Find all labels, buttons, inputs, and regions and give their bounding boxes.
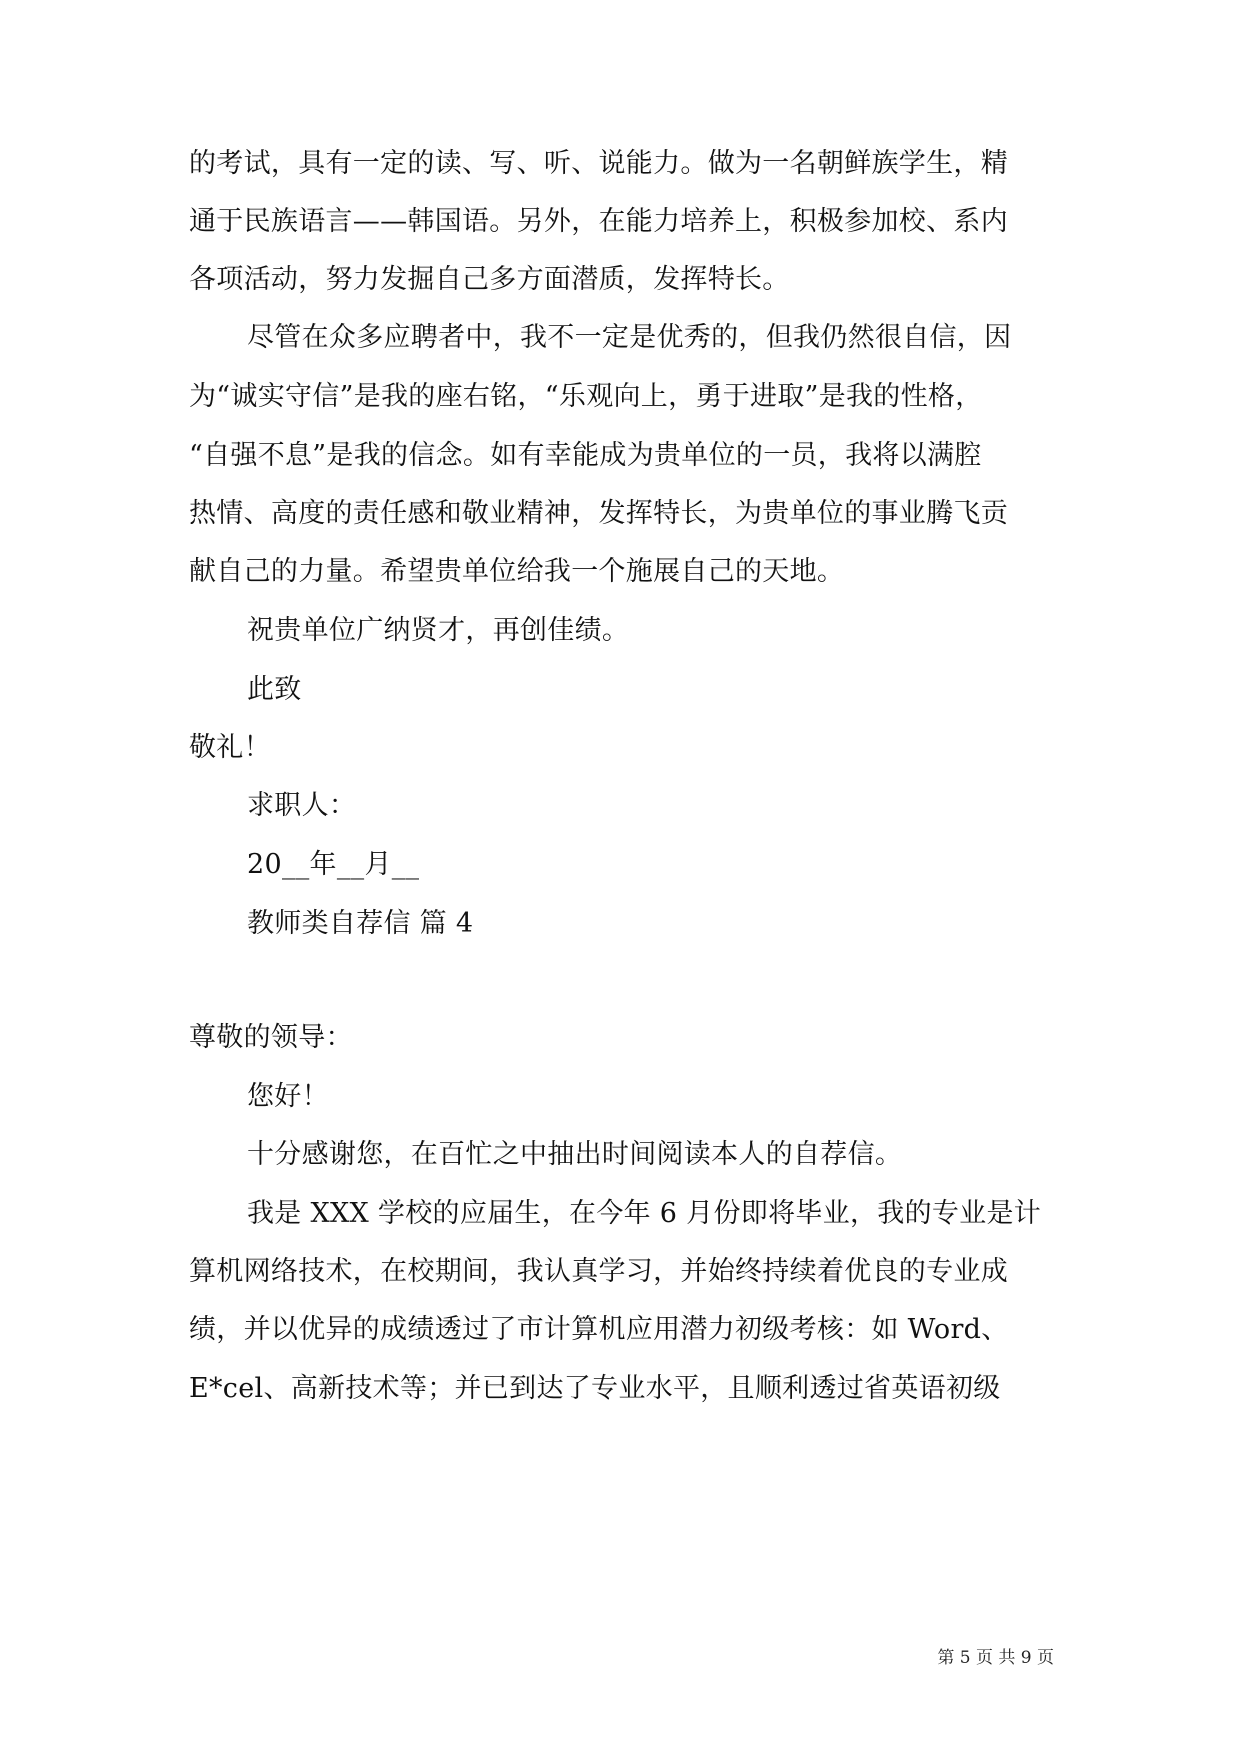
page-number: 第 5 页 共 9 页 [937,1648,1054,1668]
greeting: 您好！ [247,1081,329,1112]
closing-salutation: 此致 [247,674,302,705]
paragraph-line: 热情、高度的责任感和敬业精神，发挥特长，为贵单位的事业腾飞贡 [189,498,1008,529]
paragraph-line: 各项活动，努力发掘自己多方面潜质，发挥特长。 [189,264,790,295]
closing-wish: 祝贵单位广纳贤才，再创佳绩。 [247,615,630,646]
section-heading: 教师类自荐信 篇 4 [247,908,474,939]
paragraph-line: 我是 XXX 学校的应届生，在今年 6 月份即将毕业，我的专业是计 [247,1198,1042,1229]
paragraph-line: “自强不息”是我的信念。如有幸能成为贵单位的一员，我将以满腔 [189,440,982,471]
applicant-signature: 求职人： [247,790,357,821]
paragraph-line: 十分感谢您，在百忙之中抽出时间阅读本人的自荐信。 [247,1139,903,1170]
paragraph-line: 为“诚实守信”是我的座右铭，“乐观向上，勇于进取”是我的性格， [189,381,983,412]
paragraph-line: 算机网络技术，在校期间，我认真学习，并始终持续着优良的专业成 [189,1256,1008,1287]
paragraph-line: 通于民族语言——韩国语。另外，在能力培养上，积极参加校、系内 [189,206,1008,237]
paragraph-line: E*cel、高新技术等；并已到达了专业水平，且顺利透过省英语初级 [189,1373,1001,1404]
closing-regards: 敬礼！ [189,732,271,763]
paragraph-line: 绩，并以优异的成绩透过了市计算机应用潜力初级考核：如 Word、 [189,1314,1009,1345]
paragraph-line: 尽管在众多应聘者中，我不一定是优秀的，但我仍然很自信，因 [247,322,1012,353]
paragraph-line: 献自己的力量。希望贵单位给我一个施展自己的天地。 [189,556,845,587]
letter-salutation: 尊敬的领导： [189,1022,353,1053]
paragraph-line: 的考试，具有一定的读、写、听、说能力。做为一名朝鲜族学生，精 [189,148,1008,179]
date-line: 20__年__月__ [247,849,420,880]
